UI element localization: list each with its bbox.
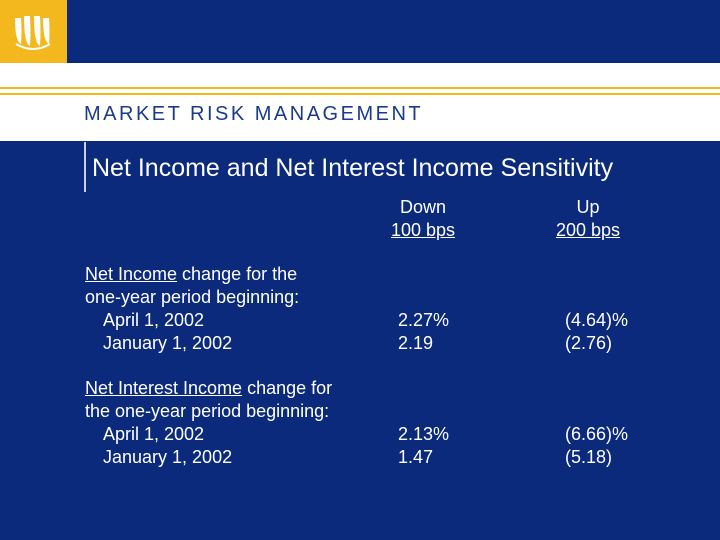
slide-title: Net Income and Net Interest Income Sensitivity [92, 154, 614, 182]
section-heading-underlined: Net Interest Income [85, 378, 243, 398]
section-label: MARKET RISK MANAGEMENT [84, 103, 424, 125]
title-divider [84, 142, 86, 192]
row-value-up: (4.64)% [565, 310, 629, 330]
row-label: April 1, 2002 [103, 424, 205, 444]
column-header-down [368, 196, 478, 242]
row-value-up: (2.76) [565, 333, 613, 353]
row-value-down: 2.19 [398, 333, 434, 353]
accent-stripe-bottom [0, 93, 720, 95]
section-heading-underlined: Net Income [85, 264, 178, 284]
column-header-line1: Up [576, 197, 600, 217]
row-value-down: 2.27% [398, 310, 450, 330]
column-header-line2: 200 bps [555, 220, 621, 240]
row-value-up: (5.18) [565, 447, 613, 467]
row-value-down: 2.13% [398, 424, 450, 444]
row-label: January 1, 2002 [103, 333, 233, 353]
header-band [0, 0, 720, 63]
row-value-down: 1.47 [398, 447, 434, 467]
section-heading-line2: the one-year period beginning: [85, 401, 330, 421]
row-value-up: (6.66)% [565, 424, 629, 444]
content-panel [0, 141, 720, 540]
section-heading-line2: one-year period beginning: [85, 287, 300, 307]
shield-logo-icon [12, 14, 54, 50]
section-heading-net-interest-income [85, 377, 332, 400]
section-heading-rest: change for the [177, 264, 298, 284]
section-heading-net-income [85, 263, 297, 286]
row-label: January 1, 2002 [103, 447, 233, 467]
accent-stripe-top [0, 87, 720, 89]
column-header-up [533, 196, 643, 242]
column-header-line2: 100 bps [390, 220, 456, 240]
row-label: April 1, 2002 [103, 310, 205, 330]
logo [0, 0, 67, 63]
section-heading-rest: change for [242, 378, 333, 398]
column-header-line1: Down [399, 197, 447, 217]
